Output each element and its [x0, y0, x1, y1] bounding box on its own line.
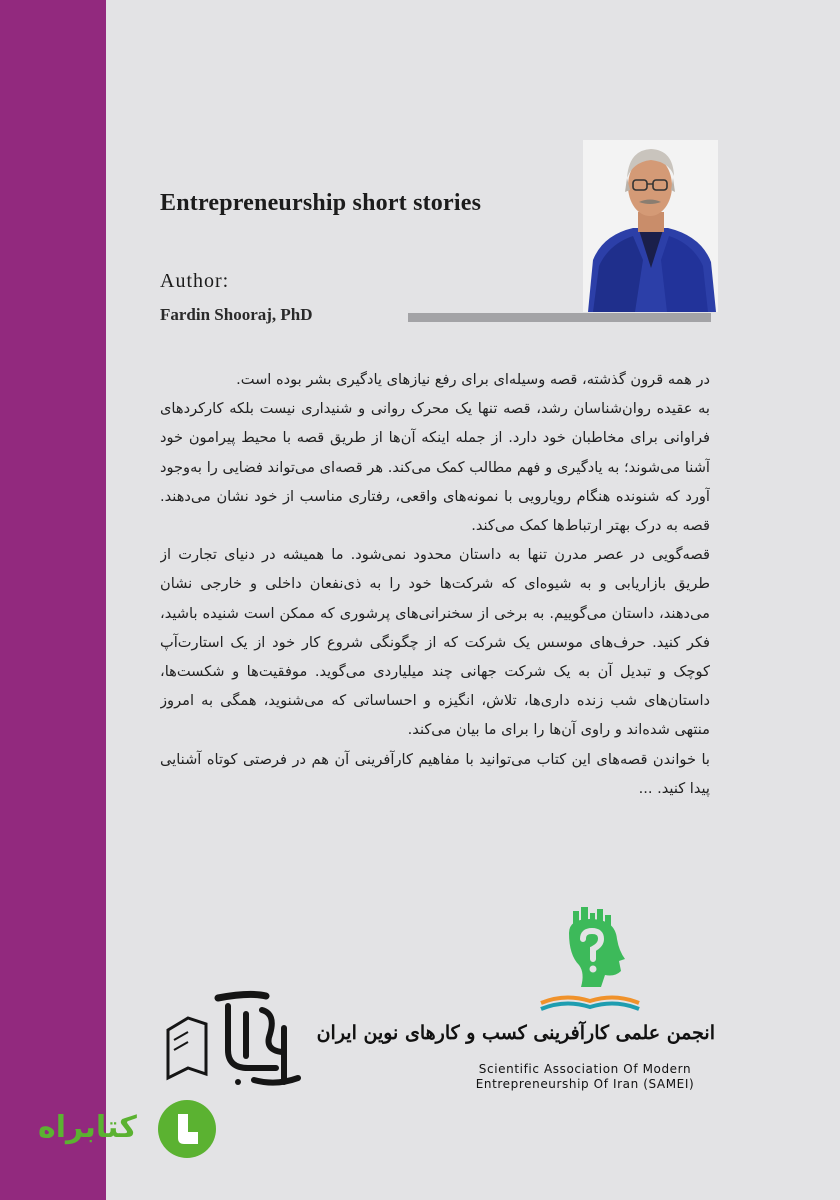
ketabrah-wordmark: کتابراه: [38, 1110, 137, 1145]
synopsis-text: [160, 365, 710, 890]
author-label: Author:: [160, 270, 230, 292]
purple-spine: [0, 0, 106, 1200]
paragraph: با خواندن قصه‌های این کتاب می‌توانید با مفاهیم کارآفرینی آن هم در فرصتی کوتاه آشنایی پیدا کنید. ...: [160, 750, 710, 797]
ketabrah-logo-icon: [158, 1100, 216, 1158]
decorative-bar: [408, 313, 711, 322]
book-title: Entrepreneurship short stories: [160, 190, 482, 216]
paragraph: در همه قرون گذشته، قصه وسیله‌ای برای رفع نیازهای یادگیری بشر بوده است.: [236, 371, 710, 388]
author-name: Fardin Shooraj, PhD: [160, 305, 313, 324]
paragraph: قصه‌گویی در عصر مدرن تنها به داستان محدود نمی‌شود. ما همیشه در دنیای تجارت از طریق بازاریابی و به شیوه‌ای که شرکت‌ها خود را به ذی‌نفعان داخلی و خارجی نشان می‌دهند، داستان می‌گوییم. به برخی از سخنرانی‌های پرشوری که ممکن است شنیده باشید، فکر کنید. حرف‌های موسس یک شرکت که از چگونگی شروع کار خود از یک استارت‌آپ کوچک و تبدیل آن به یک شرکت جهانی چند میلیاردی می‌گوید. موفقیت‌ها و شکست‌ها، داستان‌های شب زنده داری‌ها، تلاش، انگیزه و احساساتی که می‌شنوید، همگی به امروز منتهی شده‌اند و راوی آن‌ها را برای ما بیان می‌کند.: [160, 546, 710, 739]
author-portrait-icon: [583, 140, 718, 312]
head-book-city-logo-icon: [535, 905, 645, 1017]
association-name-en: [455, 1062, 715, 1092]
association-name-fa: انجمن علمی کارآفرینی کسب و کارهای نوین ایران: [316, 1022, 715, 1044]
paragraph: به عقیده روان‌شناسان رشد، قصه تنها یک محرک روانی و شنیداری نیست بلکه کارکردهای فراوانی برای مخاطبان خود دارد. از جمله اینکه آن‌ها از طریق قصه با محیط پیرامون خود آشنا می‌شوند؛ به یادگیری و فهم مطالب کمک می‌کند. هر قصه‌ای می‌تواند فضایی را به‌وجود آورد که شنونده هنگام رویارویی با نمونه‌های واقعی، رفتاری مناسب از خود نشان می‌دهند. قصه به درک بهتر ارتباط‌ها کمک می‌کند.: [160, 400, 710, 535]
author-photo: [583, 140, 718, 312]
association-name-en-line1: Scientific Association Of Modern: [478, 1062, 692, 1076]
association-name-en-line2: Entrepreneurship Of Iran (SAMEI): [475, 1077, 695, 1091]
